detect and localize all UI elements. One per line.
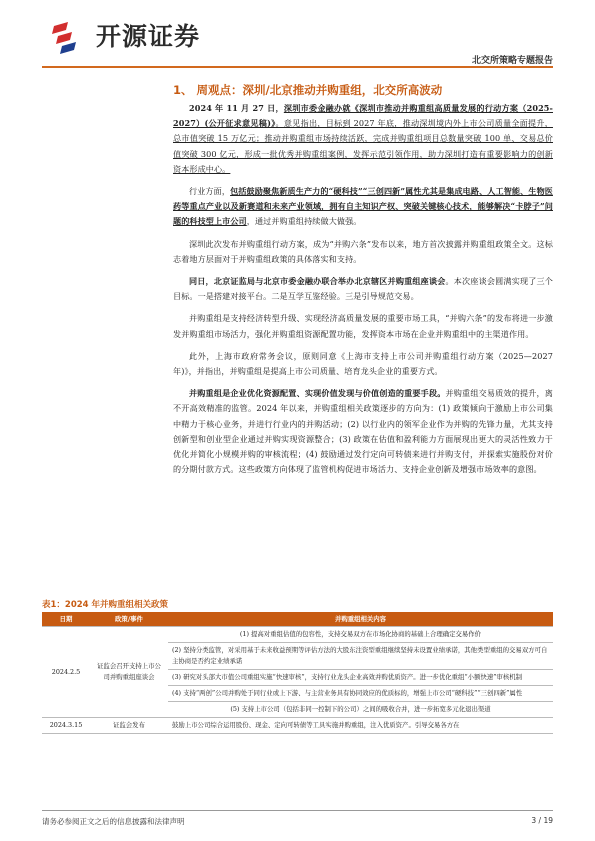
logo-mark-icon <box>50 20 90 56</box>
table-title: 表1：2024 年并购重组相关政策 <box>42 600 169 610</box>
header-divider <box>42 66 553 68</box>
table-row <box>42 718 553 734</box>
paragraph-text: ，通过并购重组持续做大做强。 <box>246 216 362 227</box>
body-text <box>173 101 553 484</box>
paragraph: 深圳此次发布并购重组行动方案，成为“并购六条”发布以来，地方首次披露并购重组政策全文。这标志着地方层面对于并购重组政策的具体落实和支持。 <box>173 238 553 264</box>
page-number: 3 / 19 <box>531 816 553 825</box>
event-cell: 证监会召开支持上市公司并购重组座谈会 <box>90 627 168 718</box>
paragraph: 此外，上海市政府常务会议，原则同意《上海市支持上市公司并购重组行动方案（2025—2027 年)》，并指出，并购重组是提高上市公司质量、培育龙头企业的重要方式。 <box>173 350 553 377</box>
footer-disclaimer: 请务必参阅正文之后的信息披露和法律声明 <box>42 817 185 826</box>
table-header-row <box>42 612 553 627</box>
content-cell: (3) 研究对头部大市值公司重组实施“快速审核”，支持行业龙头企业高效并购优质资产。进一步优化重组“小额快速”审核机制 <box>168 670 553 686</box>
header-cell: 并购重组相关内容 <box>168 612 553 627</box>
company-logo <box>50 18 250 58</box>
paragraph <box>173 386 553 477</box>
policy-title: 深圳市委金融办就《深圳市推动并购重组高质量发展的行动方案（2025-2027）(公开征求意见稿)》 <box>173 103 553 129</box>
event-cell: 证监会发布 <box>90 718 168 734</box>
paragraph: 并购重组是支持经济转型升级、实现经济高质量发展的重要市场工具，“并购六条”的发布将进一步激发并购重组市场活力，强化并购重组资源配置功能，发挥资本市场在企业并购重组中的主渠道作用。 <box>173 313 553 339</box>
content-cell: 鼓励上市公司综合运用股份、现金、定向可转债等工具实施并购重组，注入优质资产。引导交易各方在 <box>168 718 553 734</box>
paragraph <box>173 184 553 230</box>
paragraph-text: 。本次座谈会圆满实现了三个目标。一是搭建对接平台。二是互学互鉴经验。三是引导规范交易。 <box>173 276 553 302</box>
date-cell: 2024.3.15 <box>42 718 90 734</box>
content-cell: (4) 支持“两创”公司并购处于同行业或上下游、与主营业务具有协同效应的优质标的，增强上市公司“硬科技”“三创四新”属性 <box>168 686 553 702</box>
logo-text: 开源证券 <box>96 22 201 51</box>
table-row <box>42 627 553 643</box>
paragraph <box>173 274 553 304</box>
paragraph-text: 。意见指出，目标到 2027 年底，推动深圳境内外上市公司质量全面提升，总市值突破 15 万亿元；推动并购重组市场持续活跃，完成并购重组项目总数量突破 100 单、交易总价值突破 300 亿元，形成一批优秀并购重组案例，发挥示范引领作用，助力深圳打造有重要影响力的创新资本形成中心。 <box>173 118 553 174</box>
policy-table <box>42 612 553 734</box>
paragraph-text: 行业方面， <box>189 186 231 197</box>
footer-divider <box>42 810 553 811</box>
content-cell: (1) 提高对重组估值的包容性，支持交易双方在市场化协商的基础上合理确定交易作价 <box>168 627 553 643</box>
paragraph <box>173 101 553 177</box>
content-cell: (5) 支持上市公司（包括非同一控制下的公司）之间的吸收合并，进一步拓宽多元化退出渠道 <box>168 702 553 718</box>
date-cell: 2024.2.5 <box>42 627 90 718</box>
highlight-text: 包括鼓励聚焦新质生产力的“硬科技”“三创四新”属性尤其是集成电路、人工智能、生物医药等重点产业以及新赛道和未来产业领域，拥有自主知识产权、突破关键核心技术，能够解决“卡脖子”问题的科技型上市公司 <box>173 186 553 227</box>
highlight-text: 同日，北京证监局与北京市委金融办联合举办北京辖区并购重组座谈会 <box>189 276 446 287</box>
header-cell: 日期 <box>42 612 90 627</box>
content-cell: (2) 坚持分类监管，对采用基于未来收益预期等评估方法的大股东注资型重组继续坚持未设置业绩承诺，其他类型重组的交易双方可自主协商是否约定业绩承诺 <box>168 643 553 670</box>
report-tag: 北交所策略专题报告 <box>471 56 553 66</box>
highlight-text: 并购重组是企业优化资源配置、实现价值发现与价值创造的重要手段。 <box>189 388 446 399</box>
date-lead: 2024 年 11 月 27 日， <box>189 103 284 113</box>
section-title: 1、 周观点：深圳/北京推动并购重组，北交所高波动 <box>173 83 443 97</box>
header-cell: 政策/事件 <box>90 612 168 627</box>
paragraph-text: 并购重组交易质效的提升，离不开高效精准的监管。2024 年以来，并购重组相关政策逐步的方向为：(1) 政策倾向于激励上市公司集中精力于核心业务，并进行行业内的并购活动；(2) 以行业内的领军企业作为并购的先锋力量，尤其支持创新型和创业型企业通过并购实现资源整合；(3) 政策在估值和盈利能力方面展现出更大的灵活性致力于优化并简化小规模并购的审核流程；(4) 鼓励通过发行定向可转债来进行并购支付，并探索实施股份对价的分期付款方式。这些政策方向体现了监管机构促进市场活力、支持企业创新及增强市场效率的意图。 <box>173 388 553 475</box>
